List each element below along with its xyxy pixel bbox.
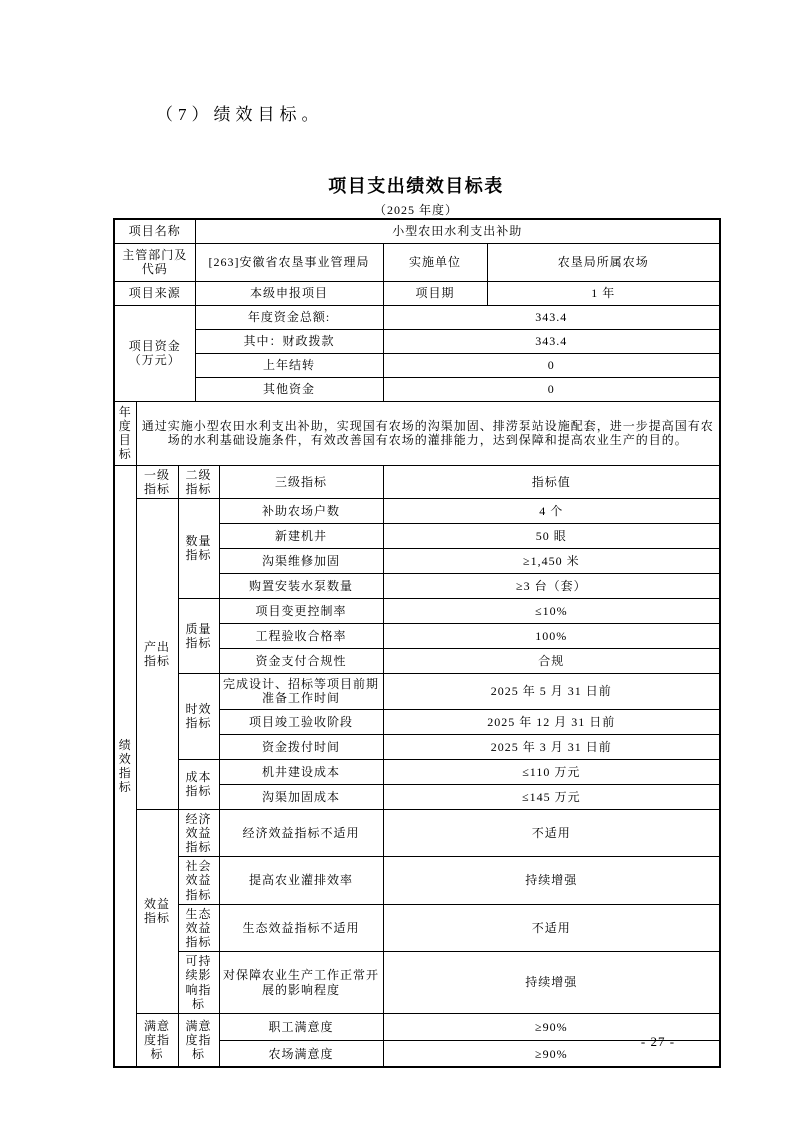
level2-time: 时效指标 <box>178 673 219 759</box>
annual-goal-text: 通过实施小型农田水利支出补助，实现国有农场的沟渠加固、排涝泵站设施配套，进一步提高国有农场的水利基础设施条件，有效改善国有农场的灌排能力，达到保障和提高农业生产的目的。 <box>136 401 720 465</box>
indicator-value: 2025 年 5 月 31 日前 <box>383 673 720 709</box>
header-level3: 三级指标 <box>219 465 383 498</box>
indicator-value: 50 眼 <box>383 523 720 548</box>
table-row <box>114 243 720 281</box>
level2-social: 社会效益指标 <box>178 857 219 904</box>
indicator-name: 资金拨付时间 <box>219 734 383 759</box>
page-number: - 27 - <box>640 1034 676 1049</box>
table-row <box>114 809 720 856</box>
level1-output: 产出指标 <box>136 498 178 809</box>
indicator-value: 4 个 <box>383 498 720 523</box>
level1-benefit: 效益指标 <box>136 809 178 1013</box>
indicator-value: 不适用 <box>383 904 720 951</box>
indicator-name: 生态效益指标不适用 <box>219 904 383 951</box>
impl-unit-value: 农垦局所属农场 <box>487 243 720 281</box>
indicator-name: 项目变更控制率 <box>219 598 383 623</box>
funds-other-label: 其他资金 <box>195 377 383 401</box>
indicator-value: ≤110 万元 <box>383 759 720 784</box>
table-row <box>114 353 720 377</box>
table-row <box>114 952 720 1014</box>
header-level1: 一级指标 <box>136 465 178 498</box>
indicator-name: 资金支付合规性 <box>219 648 383 673</box>
indicator-name: 职工满意度 <box>219 1013 383 1040</box>
indicator-value: ≥90% <box>383 1040 720 1067</box>
indicator-name: 沟渠加固成本 <box>219 784 383 809</box>
indicator-name: 提高农业灌排效率 <box>219 857 383 904</box>
level2-quantity: 数量指标 <box>178 498 219 598</box>
funds-other-value: 0 <box>383 377 720 401</box>
table-row <box>114 904 720 951</box>
table-row <box>114 673 720 709</box>
source-value: 本级申报项目 <box>195 281 383 305</box>
project-name-label: 项目名称 <box>114 219 195 243</box>
level2-cost: 成本指标 <box>178 759 219 809</box>
indicator-name: 机井建设成本 <box>219 759 383 784</box>
indicator-name: 项目竣工验收阶段 <box>219 709 383 734</box>
performance-indicator-side-label: 绩效指标 <box>114 465 136 1067</box>
period-value: 1 年 <box>487 281 720 305</box>
indicator-name: 购置安装水泵数量 <box>219 573 383 598</box>
indicator-value: 100% <box>383 623 720 648</box>
dept-label: 主管部门及代码 <box>114 243 195 281</box>
level2-sustain: 可持续影响指标 <box>178 952 219 1014</box>
header-level2: 二级指标 <box>178 465 219 498</box>
indicator-value: ≥3 台（套） <box>383 573 720 598</box>
table-row <box>114 377 720 401</box>
indicator-name: 新建机井 <box>219 523 383 548</box>
table-row <box>114 401 720 465</box>
performance-target-table <box>113 218 721 1068</box>
indicator-name: 沟渠维修加固 <box>219 548 383 573</box>
indicator-name: 经济效益指标不适用 <box>219 809 383 856</box>
table-title: 项目支出绩效目标表 <box>328 176 504 196</box>
annual-goal-label: 年度目标 <box>114 401 136 465</box>
indicator-value: 2025 年 3 月 31 日前 <box>383 734 720 759</box>
level1-satisfaction: 满意度指标 <box>136 1013 178 1067</box>
indicator-name: 对保障农业生产工作正常开展的影响程度 <box>219 952 383 1014</box>
source-label: 项目来源 <box>114 281 195 305</box>
indicator-name: 工程验收合格率 <box>219 623 383 648</box>
indicator-value: 持续增强 <box>383 952 720 1014</box>
table-row <box>114 857 720 904</box>
indicator-name: 农场满意度 <box>219 1040 383 1067</box>
level2-ecological: 生态效益指标 <box>178 904 219 951</box>
table-row <box>114 219 720 243</box>
indicator-value: ≤10% <box>383 598 720 623</box>
indicator-name: 补助农场户数 <box>219 498 383 523</box>
header-value: 指标值 <box>383 465 720 498</box>
indicator-value: ≥1,450 米 <box>383 548 720 573</box>
indicator-value: 合规 <box>383 648 720 673</box>
table-row <box>114 598 720 623</box>
level2-quality: 质量指标 <box>178 598 219 673</box>
table-subtitle: （2025 年度） <box>373 203 458 217</box>
funds-carryover-value: 0 <box>383 353 720 377</box>
dept-value: [263]安徽省农垦事业管理局 <box>195 243 383 281</box>
impl-unit-label: 实施单位 <box>383 243 487 281</box>
indicator-value: 持续增强 <box>383 857 720 904</box>
project-name-value: 小型农田水利支出补助 <box>195 219 720 243</box>
indicator-header-row <box>114 465 720 498</box>
table-row <box>114 759 720 784</box>
table-row <box>114 329 720 353</box>
period-label: 项目期 <box>383 281 487 305</box>
funds-label: 项目资金（万元） <box>114 305 195 401</box>
table-row <box>114 305 720 329</box>
funds-total-label: 年度资金总额: <box>195 305 383 329</box>
funds-fiscal-label: 其中：财政拨款 <box>195 329 383 353</box>
indicator-value: ≤145 万元 <box>383 784 720 809</box>
table-row <box>114 498 720 523</box>
funds-fiscal-value: 343.4 <box>383 329 720 353</box>
funds-carryover-label: 上年结转 <box>195 353 383 377</box>
table-title-block <box>113 172 719 218</box>
indicator-value: 2025 年 12 月 31 日前 <box>383 709 720 734</box>
indicator-name: 完成设计、招标等项目前期准备工作时间 <box>219 673 383 709</box>
level2-satisfaction: 满意度指标 <box>178 1013 219 1067</box>
funds-total-value: 343.4 <box>383 305 720 329</box>
indicator-value: 不适用 <box>383 809 720 856</box>
section-heading: （7）绩效目标。 <box>156 105 324 124</box>
table-row <box>114 281 720 305</box>
level2-economic: 经济效益指标 <box>178 809 219 856</box>
indicator-value: ≥90% <box>383 1013 720 1040</box>
